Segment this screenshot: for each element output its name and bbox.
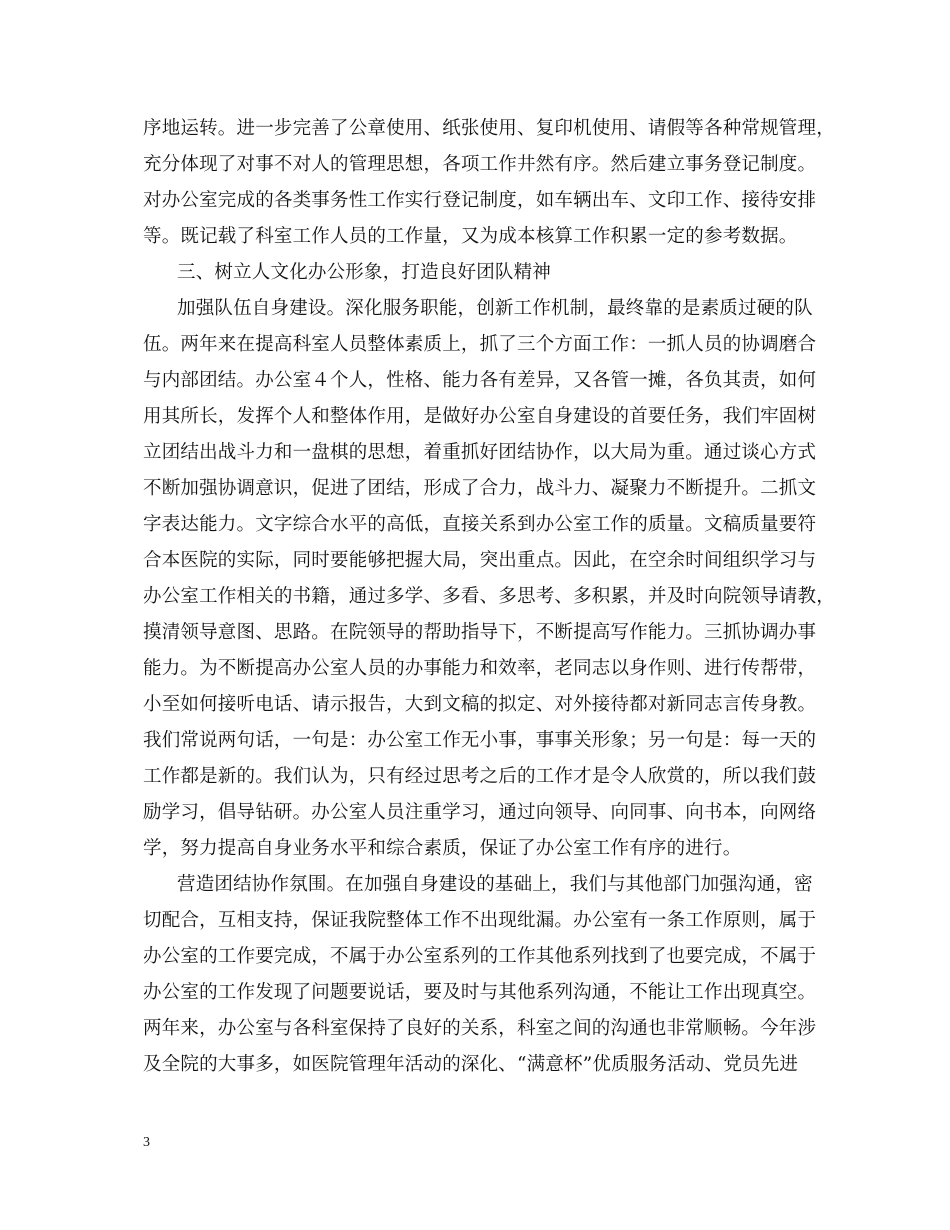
text-line: 不断加强协调意识，促进了团结，形成了合力，战斗力、凝聚力不断提升。二抓文 [143, 478, 817, 499]
text-line: 及全院的大事多，如医院管理年活动的深化、“满意杯”优质服务活动、党员先进 [143, 1054, 799, 1075]
text-line: 等。既记载了科室工作人员的工作量，又为成本核算工作积累一定的参考数据。 [143, 226, 798, 247]
text-line: 学，努力提高自身业务水平和综合素质，保证了办公室工作有序的进行。 [143, 838, 742, 859]
text-line: 办公室的工作要完成，不属于办公室系列的工作其他系列找到了也要完成，不属于 [143, 946, 817, 967]
text-line: 营造团结协作氛围。在加强自身建设的基础上，我们与其他部门加强沟通，密 [177, 874, 813, 895]
page-number: 3 [143, 1135, 150, 1150]
section-heading: 三、树立人文化办公形象，打造良好团队精神 [177, 262, 552, 283]
text-line: 切配合，互相支持，保证我院整体工作不出现纰漏。办公室有一条工作原则，属于 [143, 910, 817, 931]
text-line: 能力。为不断提高办公室人员的办事能力和效率，老同志以身作则、进行传帮带， [143, 658, 817, 679]
text-line: 工作都是新的。我们认为，只有经过思考之后的工作才是令人欣赏的，所以我们鼓 [143, 766, 817, 787]
text-line: 合本医院的实际，同时要能够把握大局，突出重点。因此，在空余时间组织学习与 [143, 550, 817, 571]
text-line: 办公室工作相关的书籍，通过多学、多看、多思考、多积累，并及时向院领导请教， [143, 586, 835, 607]
text-line: 立团结出战斗力和一盘棋的思想，着重抓好团结协作，以大局为重。通过谈心方式 [143, 442, 817, 463]
text-line: 两年来，办公室与各科室保持了良好的关系，科室之间的沟通也非常顺畅。今年涉 [143, 1018, 817, 1039]
text-line: 伍。两年来在提高科室人员整体素质上，抓了三个方面工作：一抓人员的协调磨合 [143, 334, 817, 355]
text-line: 小至如何接听电话、请示报告，大到文稿的拟定、对外接待都对新同志言传身教。 [143, 694, 817, 715]
text-line: 充分体现了对事不对人的管理思想，各项工作井然有序。然后建立事务登记制度。 [143, 154, 817, 175]
text-line: 我们常说两句话，一句是：办公室工作无小事，事事关形象；另一句是：每一天的 [143, 730, 817, 751]
text-line: 摸清领导意图、思路。在院领导的帮助指导下，不断提高写作能力。三抓协调办事 [143, 622, 817, 643]
text-line: 与内部团结。办公室４个人，性格、能力各有差异，又各管一摊，各负其责，如何 [143, 370, 817, 391]
text-line: 加强队伍自身建设。深化服务职能，创新工作机制，最终靠的是素质过硬的队 [177, 298, 813, 319]
text-line: 用其所长，发挥个人和整体作用，是做好办公室自身建设的首要任务，我们牢固树 [143, 406, 817, 427]
text-line: 对办公室完成的各类事务性工作实行登记制度，如车辆出车、文印工作、接待安排 [143, 190, 817, 211]
text-line: 字表达能力。文字综合水平的高低，直接关系到办公室工作的质量。文稿质量要符 [143, 514, 817, 535]
text-line: 办公室的工作发现了问题要说话，要及时与其他系列沟通，不能让工作出现真空。 [143, 982, 817, 1003]
text-line: 序地运转。进一步完善了公章使用、纸张使用、复印机使用、请假等各种常规管理， [143, 118, 835, 139]
text-line: 励学习，倡导钻研。办公室人员注重学习，通过向领导、向同事、向书本，向网络 [143, 802, 817, 823]
